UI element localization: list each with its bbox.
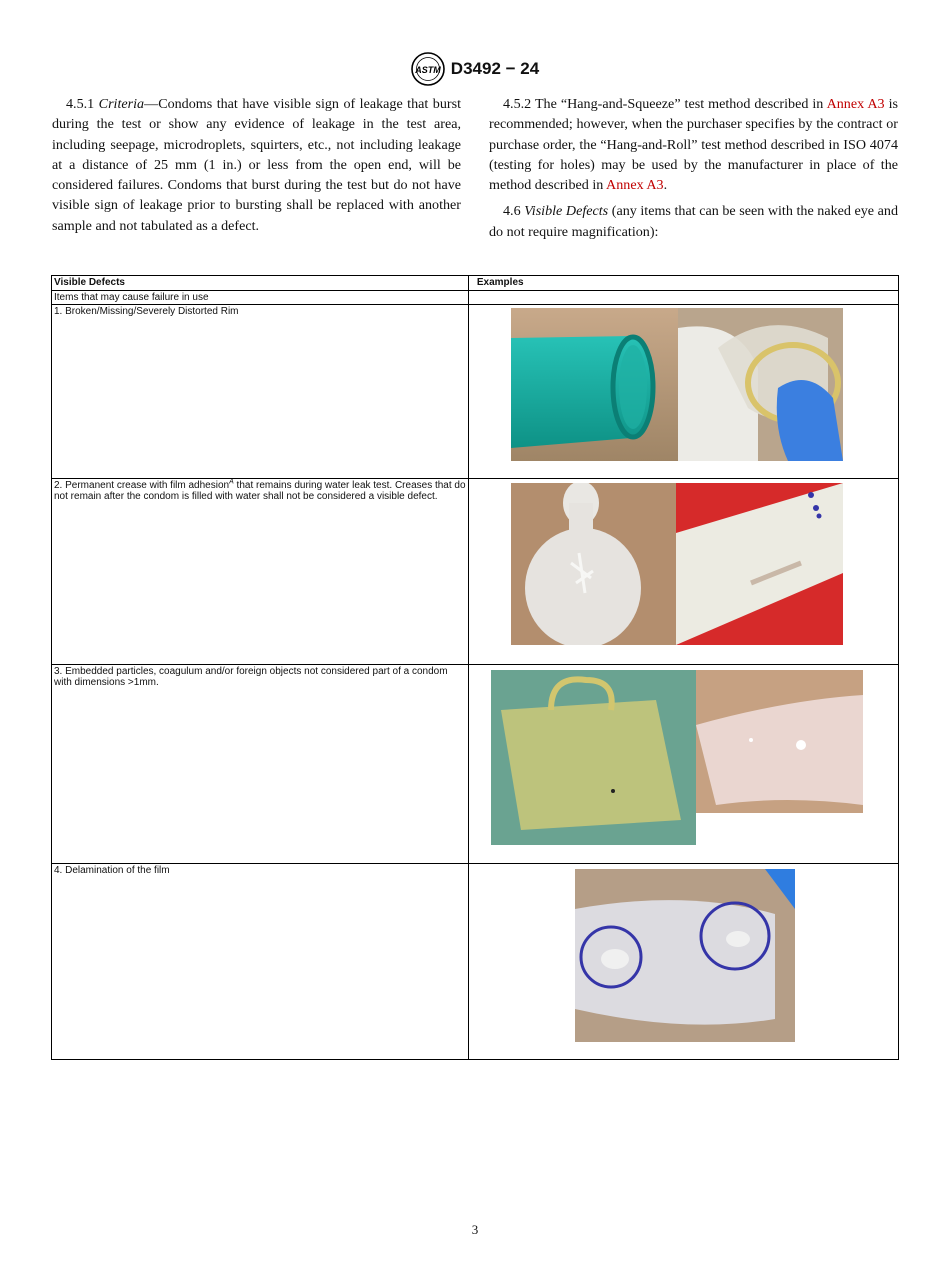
section-term: Criteria — [98, 96, 145, 112]
logo-text: ASTM — [415, 65, 441, 75]
table-row — [52, 305, 899, 479]
defect-label — [52, 305, 469, 479]
broken-rim-photo-1 — [511, 308, 678, 461]
section-number: 4.5.2 — [503, 96, 532, 112]
section-number: 4.5.1 — [66, 96, 95, 112]
page-header — [0, 52, 950, 88]
astm-logo-icon — [411, 52, 445, 86]
example-cell — [468, 305, 898, 479]
defect-label — [52, 665, 469, 864]
particles-photo-1 — [491, 670, 696, 845]
annex-a3-link[interactable]: Annex A3 — [826, 96, 885, 112]
annex-a3-link-2[interactable]: Annex A3 — [606, 177, 664, 194]
header-examples: Examples — [468, 276, 898, 291]
header-visible-defects: Visible Defects — [52, 276, 469, 291]
delamination-photo — [575, 869, 795, 1042]
crease-photo-1 — [511, 483, 676, 645]
section-4-6 — [489, 201, 898, 242]
defect-label — [52, 864, 469, 1060]
crease-photo-2 — [676, 483, 843, 645]
section-text-a: The “Hang-and-Squeeze” test method described in — [534, 96, 824, 112]
visible-defects-table — [51, 275, 899, 1060]
defect-label-rest: that remains during water leak test. Creases that do not remain after the condom is filled with water shall not be considered a visible defect. — [54, 480, 466, 502]
example-cell — [468, 665, 898, 864]
particles-photo-2 — [696, 670, 863, 813]
defect-label-text: 2. Permanent crease with film adhesion — [54, 480, 230, 491]
table-row — [52, 665, 899, 864]
page-number: 3 — [471, 1222, 479, 1237]
section-number: 4.6 — [503, 203, 521, 220]
section-4-5-2 — [489, 94, 898, 195]
em-dash: — — [144, 96, 159, 112]
table-row — [52, 479, 899, 665]
section-term: Visible Defects — [524, 203, 609, 220]
section-text: Condoms that have visible sign of leakage that burst during the test or show any evidence of leakage in the test area, including seepage, microdroplets, squirters, etc., not including leakage at a distance of 25 mm (1 in.) or less from the open end, will be considered failures. Condoms that burst during the test but do not have visible sign of leakage prior to bursting shall be replaced with another sample and not tabulated as a defect. — [52, 96, 461, 234]
section-text-c: . — [663, 177, 668, 194]
defect-label-text: 1. Broken/Missing/Severely Distorted Rim — [54, 306, 239, 317]
section-text-b: is recommended; however, when the purchaser specifies by the contract or purchase order, the “Hang-and-Roll” test method described in ISO 4074 (testing for holes) may be used by the manufacturer in place of the method described in — [489, 96, 898, 194]
section-text: (any items that can be seen with the naked eye and do not require magnification): — [489, 203, 898, 240]
section-empty-cell — [468, 291, 898, 305]
document-id: D3492 − 24 — [450, 59, 540, 78]
defect-label — [52, 479, 469, 665]
defect-label-text: 4. Delamination of the film — [54, 865, 170, 876]
section-label: Items that may cause failure in use — [52, 291, 469, 305]
example-cell — [468, 864, 898, 1060]
defect-label-text: 3. Embedded particles, coagulum and/or foreign objects not considered part of a condom with dimensions >1mm. — [54, 666, 448, 688]
table-row — [52, 864, 899, 1060]
table-header-row — [52, 276, 899, 291]
example-cell — [468, 479, 898, 665]
left-column — [52, 94, 461, 242]
section-row — [52, 291, 899, 305]
broken-rim-photo-2 — [678, 308, 843, 461]
footnote-a: A — [229, 478, 234, 486]
section-4-5-1 — [52, 94, 461, 236]
right-column — [489, 94, 898, 248]
